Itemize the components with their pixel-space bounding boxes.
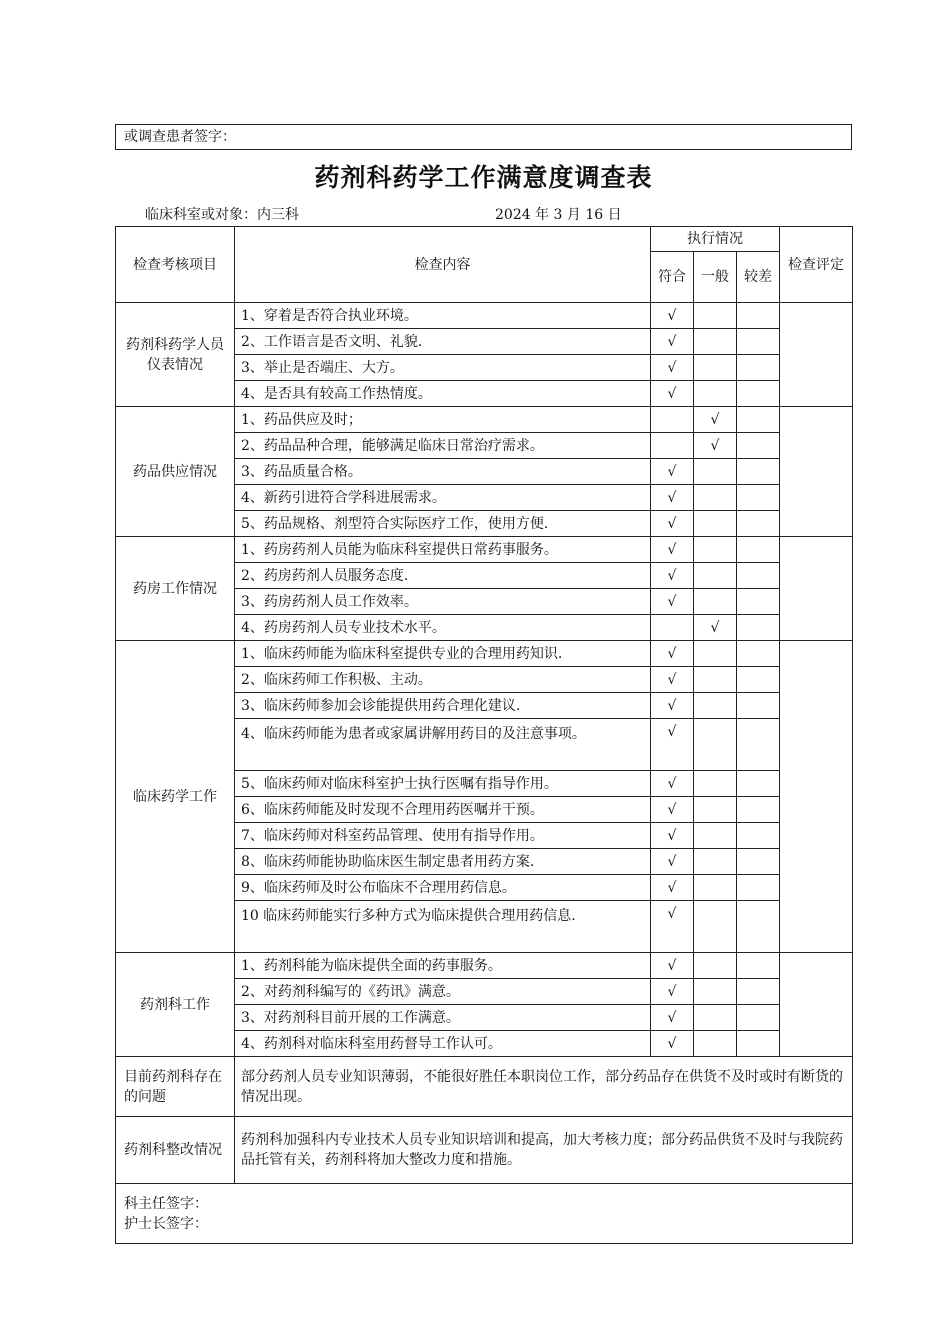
rating-poor-cell[interactable] xyxy=(737,797,780,823)
problems-text: 部分药剂人员专业知识薄弱，不能很好胜任本职岗位工作，部分药品存在供货不及时或时有断货的情况出现。 xyxy=(235,1057,853,1117)
rating-poor-cell[interactable] xyxy=(737,459,780,485)
rating-general-cell[interactable] xyxy=(694,641,737,667)
rating-poor-cell[interactable] xyxy=(737,693,780,719)
check-item-text: 2、临床药师工作积极、主动。 xyxy=(235,667,651,693)
rating-poor-cell[interactable] xyxy=(737,433,780,459)
check-item-text: 4、药剂科对临床科室用药督导工作认可。 xyxy=(235,1031,651,1057)
header-poor: 较差 xyxy=(737,252,780,303)
check-item-text: 4、新药引进符合学科进展需求。 xyxy=(235,485,651,511)
rating-conform-cell[interactable] xyxy=(651,693,694,719)
check-mark: √ xyxy=(667,463,677,480)
rating-poor-cell[interactable] xyxy=(737,875,780,901)
rating-poor-cell[interactable] xyxy=(737,849,780,875)
check-mark: √ xyxy=(667,827,677,844)
check-item-text: 7、临床药师对科室药品管理、使用有指导作用。 xyxy=(235,823,651,849)
rating-general-cell[interactable] xyxy=(694,355,737,381)
rating-conform-cell[interactable] xyxy=(651,875,694,901)
check-mark: √ xyxy=(710,411,720,428)
check-item-text: 2、对药剂科编写的《药讯》满意。 xyxy=(235,979,651,1005)
rating-conform-cell[interactable] xyxy=(651,771,694,797)
rating-general-cell[interactable] xyxy=(694,511,737,537)
check-mark: √ xyxy=(667,697,677,714)
rating-conform-cell[interactable] xyxy=(651,329,694,355)
check-item-text: 2、药房药剂人员服务态度. xyxy=(235,563,651,589)
check-mark: √ xyxy=(667,307,677,324)
check-mark: √ xyxy=(667,983,677,1000)
rectification-label: 药剂科整改情况 xyxy=(116,1117,235,1184)
check-mark: √ xyxy=(667,853,677,870)
rating-conform-cell[interactable] xyxy=(651,381,694,407)
rating-conform-cell[interactable] xyxy=(651,641,694,667)
rating-general-cell[interactable] xyxy=(694,771,737,797)
rating-general-cell[interactable] xyxy=(694,329,737,355)
check-item-text: 4、是否具有较高工作热情度。 xyxy=(235,381,651,407)
rating-conform-cell[interactable] xyxy=(651,1031,694,1057)
category-name: 药剂科工作 xyxy=(116,953,235,1057)
header-eval: 检查评定 xyxy=(780,227,853,303)
check-mark: √ xyxy=(667,645,677,662)
check-item-text: 2、药品品种合理，能够满足临床日常治疗需求。 xyxy=(235,433,651,459)
rating-conform-cell[interactable] xyxy=(651,849,694,875)
rating-conform-cell[interactable] xyxy=(651,303,694,329)
check-item-text: 1、药品供应及时； xyxy=(235,407,651,433)
rating-poor-cell[interactable] xyxy=(737,381,780,407)
rating-poor-cell[interactable] xyxy=(737,901,780,953)
check-item-text: 1、穿着是否符合执业环境。 xyxy=(235,303,651,329)
rating-poor-cell[interactable] xyxy=(737,355,780,381)
rating-conform-cell[interactable] xyxy=(651,979,694,1005)
rating-poor-cell[interactable] xyxy=(737,1031,780,1057)
check-item-text: 8、临床药师能协助临床医生制定患者用药方案. xyxy=(235,849,651,875)
rating-general-cell[interactable] xyxy=(694,433,737,459)
check-mark: √ xyxy=(667,593,677,610)
check-mark: √ xyxy=(667,724,677,740)
rating-general-cell[interactable] xyxy=(694,849,737,875)
check-mark: √ xyxy=(667,906,677,922)
check-mark: √ xyxy=(667,359,677,376)
check-item-text: 1、药房药剂人员能为临床科室提供日常药事服务。 xyxy=(235,537,651,563)
check-mark: √ xyxy=(667,489,677,506)
rating-general-cell[interactable] xyxy=(694,979,737,1005)
rating-poor-cell[interactable] xyxy=(737,485,780,511)
rating-poor-cell[interactable] xyxy=(737,407,780,433)
check-item-text: 2、工作语言是否文明、礼貌. xyxy=(235,329,651,355)
check-item-text: 4、药房药剂人员专业技术水平。 xyxy=(235,615,651,641)
evaluation-cell[interactable] xyxy=(780,407,853,537)
rating-conform-cell[interactable] xyxy=(651,823,694,849)
check-mark: √ xyxy=(710,619,720,636)
check-mark: √ xyxy=(667,385,677,402)
rating-poor-cell[interactable] xyxy=(737,537,780,563)
check-mark: √ xyxy=(667,541,677,558)
rating-general-cell[interactable] xyxy=(694,459,737,485)
rating-conform-cell[interactable] xyxy=(651,407,694,433)
rating-conform-cell[interactable] xyxy=(651,355,694,381)
rating-general-cell[interactable] xyxy=(694,303,737,329)
table-row xyxy=(116,953,853,979)
check-item-text: 3、临床药师参加会诊能提供用药合理化建议. xyxy=(235,693,651,719)
check-item-text: 4、临床药师能为患者或家属讲解用药目的及注意事项。 xyxy=(235,719,651,771)
check-item-text: 3、举止是否端庄、大方。 xyxy=(235,355,651,381)
rating-general-cell[interactable] xyxy=(694,693,737,719)
header-execution: 执行情况 xyxy=(651,227,780,252)
survey-table xyxy=(115,226,853,1244)
rating-general-cell[interactable] xyxy=(694,719,737,771)
rating-conform-cell[interactable] xyxy=(651,537,694,563)
rectification-row xyxy=(116,1117,853,1184)
check-mark: √ xyxy=(667,775,677,792)
table-row xyxy=(116,537,853,563)
rating-conform-cell[interactable] xyxy=(651,511,694,537)
check-mark: √ xyxy=(710,437,720,454)
director-signature-label: 科主任签字： xyxy=(124,1195,208,1212)
page-title: 药剂科药学工作满意度调查表 xyxy=(314,163,653,192)
rating-poor-cell[interactable] xyxy=(737,771,780,797)
rating-general-cell[interactable] xyxy=(694,485,737,511)
survey-date: 2024 年 3 月 16 日 xyxy=(495,207,622,223)
check-mark: √ xyxy=(667,801,677,818)
rating-poor-cell[interactable] xyxy=(737,979,780,1005)
rating-conform-cell[interactable] xyxy=(651,563,694,589)
table-row xyxy=(116,303,853,329)
rating-general-cell[interactable] xyxy=(694,537,737,563)
rating-conform-cell[interactable] xyxy=(651,797,694,823)
rating-general-cell[interactable] xyxy=(694,407,737,433)
check-mark: √ xyxy=(667,567,677,584)
rating-general-cell[interactable] xyxy=(694,823,737,849)
rating-general-cell[interactable] xyxy=(694,953,737,979)
check-item-text: 1、药剂科能为临床提供全面的药事服务。 xyxy=(235,953,651,979)
header-item: 检查考核项目 xyxy=(116,227,235,303)
rating-poor-cell[interactable] xyxy=(737,1005,780,1031)
evaluation-cell[interactable] xyxy=(780,537,853,641)
evaluation-cell[interactable] xyxy=(780,953,853,1057)
rating-poor-cell[interactable] xyxy=(737,511,780,537)
rating-conform-cell[interactable] xyxy=(651,459,694,485)
rating-general-cell[interactable] xyxy=(694,381,737,407)
check-item-text: 9、临床药师及时公布临床不合理用药信息。 xyxy=(235,875,651,901)
category-name: 临床药学工作 xyxy=(116,641,235,953)
problems-label: 目前药剂科存在的问题 xyxy=(116,1057,235,1117)
check-mark: √ xyxy=(667,957,677,974)
rating-general-cell[interactable] xyxy=(694,667,737,693)
rating-general-cell[interactable] xyxy=(694,901,737,953)
header-conform: 符合 xyxy=(651,252,694,303)
header-general: 一般 xyxy=(694,252,737,303)
check-mark: √ xyxy=(667,671,677,688)
rating-general-cell[interactable] xyxy=(694,563,737,589)
table-row xyxy=(116,407,853,433)
rating-conform-cell[interactable] xyxy=(651,667,694,693)
rating-conform-cell[interactable] xyxy=(651,485,694,511)
check-mark: √ xyxy=(667,1035,677,1052)
rating-conform-cell[interactable] xyxy=(651,1005,694,1031)
rating-poor-cell[interactable] xyxy=(737,615,780,641)
rating-conform-cell[interactable] xyxy=(651,433,694,459)
rating-poor-cell[interactable] xyxy=(737,329,780,355)
category-name: 药房工作情况 xyxy=(116,537,235,641)
check-mark: √ xyxy=(667,1009,677,1026)
evaluation-cell[interactable] xyxy=(780,303,853,407)
rectification-text: 药剂科加强科内专业技术人员专业知识培训和提高，加大考核力度；部分药品供货不及时与我院药品托管有关，药剂科将加大整改力度和措施。 xyxy=(235,1117,853,1184)
rating-poor-cell[interactable] xyxy=(737,589,780,615)
rating-poor-cell[interactable] xyxy=(737,667,780,693)
evaluation-cell[interactable] xyxy=(780,641,853,953)
rating-general-cell[interactable] xyxy=(694,1031,737,1057)
check-item-text: 3、对药剂科目前开展的工作满意。 xyxy=(235,1005,651,1031)
check-item-text: 3、药品质量合格。 xyxy=(235,459,651,485)
rating-poor-cell[interactable] xyxy=(737,303,780,329)
signature-cell[interactable] xyxy=(116,1184,853,1244)
check-mark: √ xyxy=(667,515,677,532)
check-item-text: 3、药房药剂人员工作效率。 xyxy=(235,589,651,615)
rating-poor-cell[interactable] xyxy=(737,641,780,667)
check-item-text: 1、临床药师能为临床科室提供专业的合理用药知识. xyxy=(235,641,651,667)
check-item-text: 10 临床药师能实行多种方式为临床提供合理用药信息. xyxy=(235,901,651,953)
check-item-text: 5、药品规格、剂型符合实际医疗工作，使用方便. xyxy=(235,511,651,537)
department-label: 临床科室或对象：内三科 xyxy=(145,207,299,223)
rating-poor-cell[interactable] xyxy=(737,823,780,849)
rating-poor-cell[interactable] xyxy=(737,953,780,979)
patient-signature-label: 或调查患者签字： xyxy=(124,129,236,145)
rating-conform-cell[interactable] xyxy=(651,589,694,615)
category-name: 药剂科药学人员仪表情况 xyxy=(116,303,235,407)
check-item-text: 5、临床药师对临床科室护士执行医嘱有指导作用。 xyxy=(235,771,651,797)
check-mark: √ xyxy=(667,879,677,896)
rating-conform-cell[interactable] xyxy=(651,615,694,641)
rating-poor-cell[interactable] xyxy=(737,563,780,589)
category-name: 药品供应情况 xyxy=(116,407,235,537)
rating-general-cell[interactable] xyxy=(694,797,737,823)
rating-general-cell[interactable] xyxy=(694,615,737,641)
check-item-text: 6、临床药师能及时发现不合理用药医嘱并干预。 xyxy=(235,797,651,823)
signature-row xyxy=(116,1184,853,1244)
rating-conform-cell[interactable] xyxy=(651,953,694,979)
rating-poor-cell[interactable] xyxy=(737,719,780,771)
check-mark: √ xyxy=(667,333,677,350)
patient-signature-box xyxy=(115,124,852,150)
rating-general-cell[interactable] xyxy=(694,589,737,615)
head-nurse-signature-label: 护士长签字： xyxy=(124,1215,208,1232)
rating-general-cell[interactable] xyxy=(694,1005,737,1031)
rating-conform-cell[interactable] xyxy=(651,901,694,953)
rating-conform-cell[interactable] xyxy=(651,719,694,771)
rating-general-cell[interactable] xyxy=(694,875,737,901)
problems-row xyxy=(116,1057,853,1117)
table-row xyxy=(116,641,853,667)
header-content: 检查内容 xyxy=(235,227,651,303)
